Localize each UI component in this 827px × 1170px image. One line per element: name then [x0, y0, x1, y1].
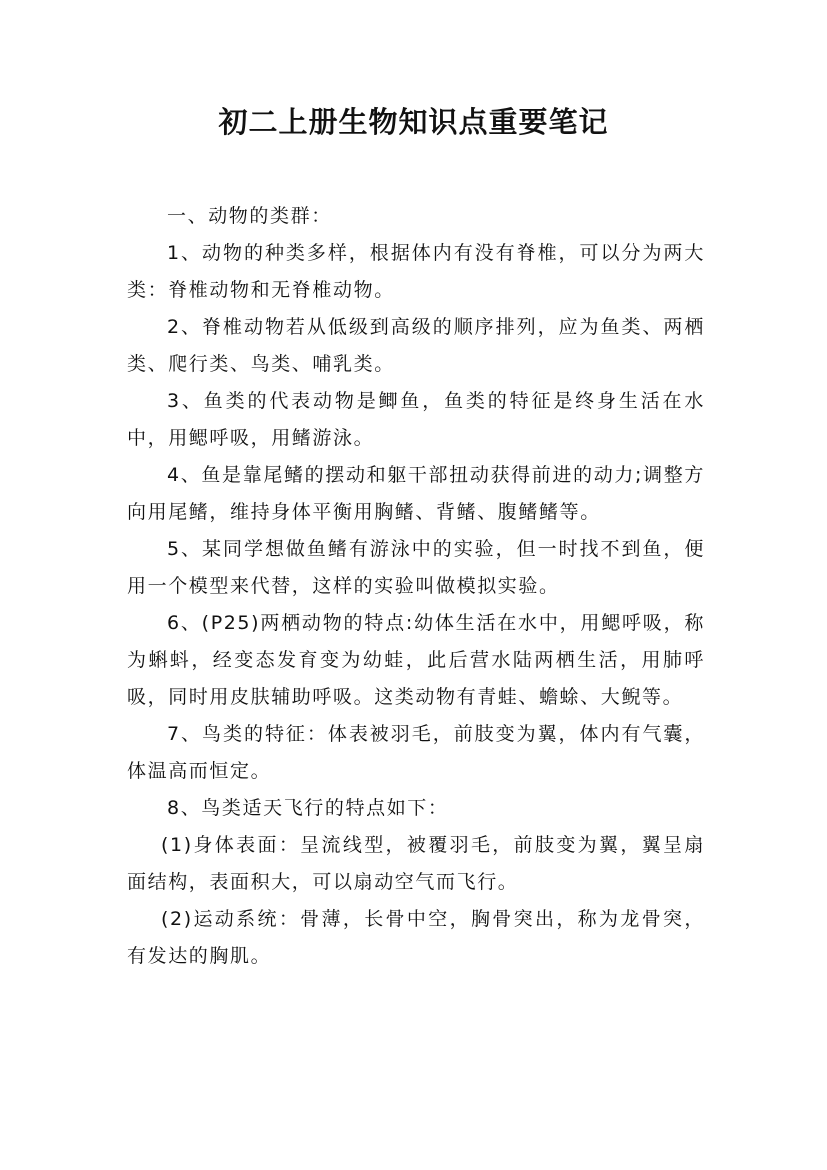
paragraph: 6、(P25)两栖动物的特点:幼体生活在水中，用鳃呼吸，称为蝌蚪，经变态发育变为幼蛙，此后营水陆两栖生活，用肺呼吸，同时用皮肤辅助呼吸。这类动物有青蛙、蟾蜍、大鲵等。	[127, 612, 705, 708]
paragraph: 3、鱼类的代表动物是鲫鱼，鱼类的特征是终身生活在水中，用鳃呼吸，用鳍游泳。	[127, 390, 705, 449]
paragraph: 2、脊椎动物若从低级到高级的顺序排列，应为鱼类、两栖类、爬行类、鸟类、哺乳类。	[127, 316, 705, 375]
document-body	[127, 198, 705, 975]
sub-paragraph: (2)运动系统：骨薄，长骨中空，胸骨突出，称为龙骨突，有发达的胸肌。	[127, 908, 705, 967]
sub-paragraph: (1)身体表面：呈流线型，被覆羽毛，前肢变为翼，翼呈扇面结构，表面积大，可以扇动空气而飞行。	[127, 834, 705, 893]
paragraph: 8、鸟类适天飞行的特点如下：	[167, 797, 449, 819]
document-title: 初二上册生物知识点重要笔记	[218, 105, 609, 139]
paragraph: 5、某同学想做鱼鳍有游泳中的实验，但一时找不到鱼，便用一个模型来代替，这样的实验叫做模拟实验。	[127, 538, 705, 597]
section-heading: 一、动物的类群：	[167, 205, 332, 227]
paragraph: 4、鱼是靠尾鳍的摆动和躯干部扭动获得前进的动力;调整方向用尾鳍，维持身体平衡用胸鳍、背鳍、腹鳍鳍等。	[127, 464, 705, 523]
paragraph: 7、鸟类的特征：体表被羽毛，前肢变为翼，体内有气囊，体温高而恒定。	[127, 723, 705, 782]
paragraph: 1、动物的种类多样，根据体内有没有脊椎，可以分为两大类：脊椎动物和无脊椎动物。	[127, 242, 705, 301]
